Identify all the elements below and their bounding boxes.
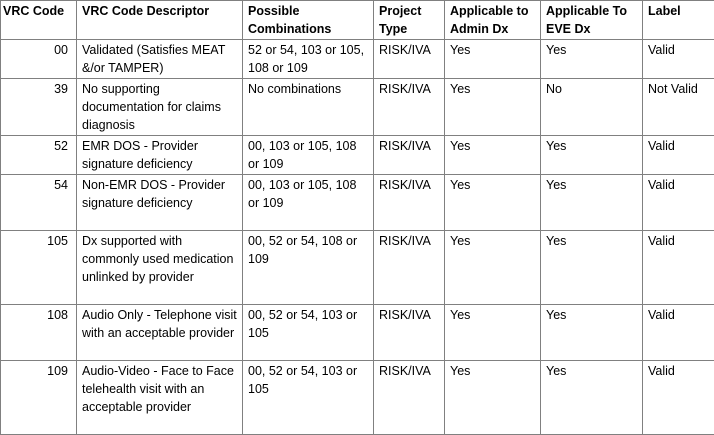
cell-admin-dx: Yes [445,175,541,231]
cell-label: Valid [643,231,714,305]
cell-admin-dx: Yes [445,361,541,435]
cell-project-type: RISK/IVA [374,305,445,361]
cell-project-type: RISK/IVA [374,361,445,435]
cell-eve-dx: Yes [541,361,643,435]
table-row [1,175,714,231]
cell-eve-dx: Yes [541,136,643,175]
cell-combinations: 00, 52 or 54, 108 or 109 [243,231,374,305]
cell-project-type: RISK/IVA [374,175,445,231]
cell-code: 39 [1,79,77,136]
cell-project-type: RISK/IVA [374,136,445,175]
cell-admin-dx: Yes [445,231,541,305]
cell-admin-dx: Yes [445,305,541,361]
cell-descriptor: Dx supported with commonly used medication unlinked by provider [77,231,243,305]
header-admin-dx: Applicable to Admin Dx [445,1,541,40]
cell-descriptor: Validated (Satisfies MEAT &/or TAMPER) [77,40,243,79]
cell-label: Valid [643,361,714,435]
cell-admin-dx: Yes [445,79,541,136]
cell-code: 54 [1,175,77,231]
header-label: Label [643,1,714,40]
cell-descriptor: Non-EMR DOS - Provider signature deficiency [77,175,243,231]
cell-code: 108 [1,305,77,361]
cell-combinations: 52 or 54, 103 or 105, 108 or 109 [243,40,374,79]
header-row [1,1,714,40]
cell-label: Not Valid [643,79,714,136]
cell-descriptor: Audio Only - Telephone visit with an acceptable provider [77,305,243,361]
table-row [1,40,714,79]
cell-descriptor: EMR DOS - Provider signature deficiency [77,136,243,175]
header-vrc-code: VRC Code [1,1,77,40]
table-row [1,305,714,361]
cell-code: 52 [1,136,77,175]
cell-combinations: No combinations [243,79,374,136]
cell-code: 00 [1,40,77,79]
cell-admin-dx: Yes [445,40,541,79]
header-eve-dx: Applicable To EVE Dx [541,1,643,40]
cell-combinations: 00, 52 or 54, 103 or 105 [243,361,374,435]
cell-combinations: 00, 103 or 105, 108 or 109 [243,175,374,231]
cell-admin-dx: Yes [445,136,541,175]
cell-project-type: RISK/IVA [374,231,445,305]
cell-code: 109 [1,361,77,435]
cell-combinations: 00, 52 or 54, 103 or 105 [243,305,374,361]
table-row [1,231,714,305]
cell-eve-dx: Yes [541,40,643,79]
header-descriptor: VRC Code Descriptor [77,1,243,40]
cell-eve-dx: Yes [541,231,643,305]
cell-label: Valid [643,136,714,175]
table-row [1,361,714,435]
cell-combinations: 00, 103 or 105, 108 or 109 [243,136,374,175]
cell-label: Valid [643,305,714,361]
cell-eve-dx: Yes [541,175,643,231]
header-combinations: Possible Combinations [243,1,374,40]
cell-label: Valid [643,40,714,79]
table-row [1,136,714,175]
cell-eve-dx: No [541,79,643,136]
cell-descriptor: Audio-Video - Face to Face telehealth visit with an acceptable provider [77,361,243,435]
cell-code: 105 [1,231,77,305]
cell-label: Valid [643,175,714,231]
header-project-type: Project Type [374,1,445,40]
cell-descriptor: No supporting documentation for claims diagnosis [77,79,243,136]
table-row [1,79,714,136]
cell-project-type: RISK/IVA [374,40,445,79]
cell-project-type: RISK/IVA [374,79,445,136]
cell-eve-dx: Yes [541,305,643,361]
